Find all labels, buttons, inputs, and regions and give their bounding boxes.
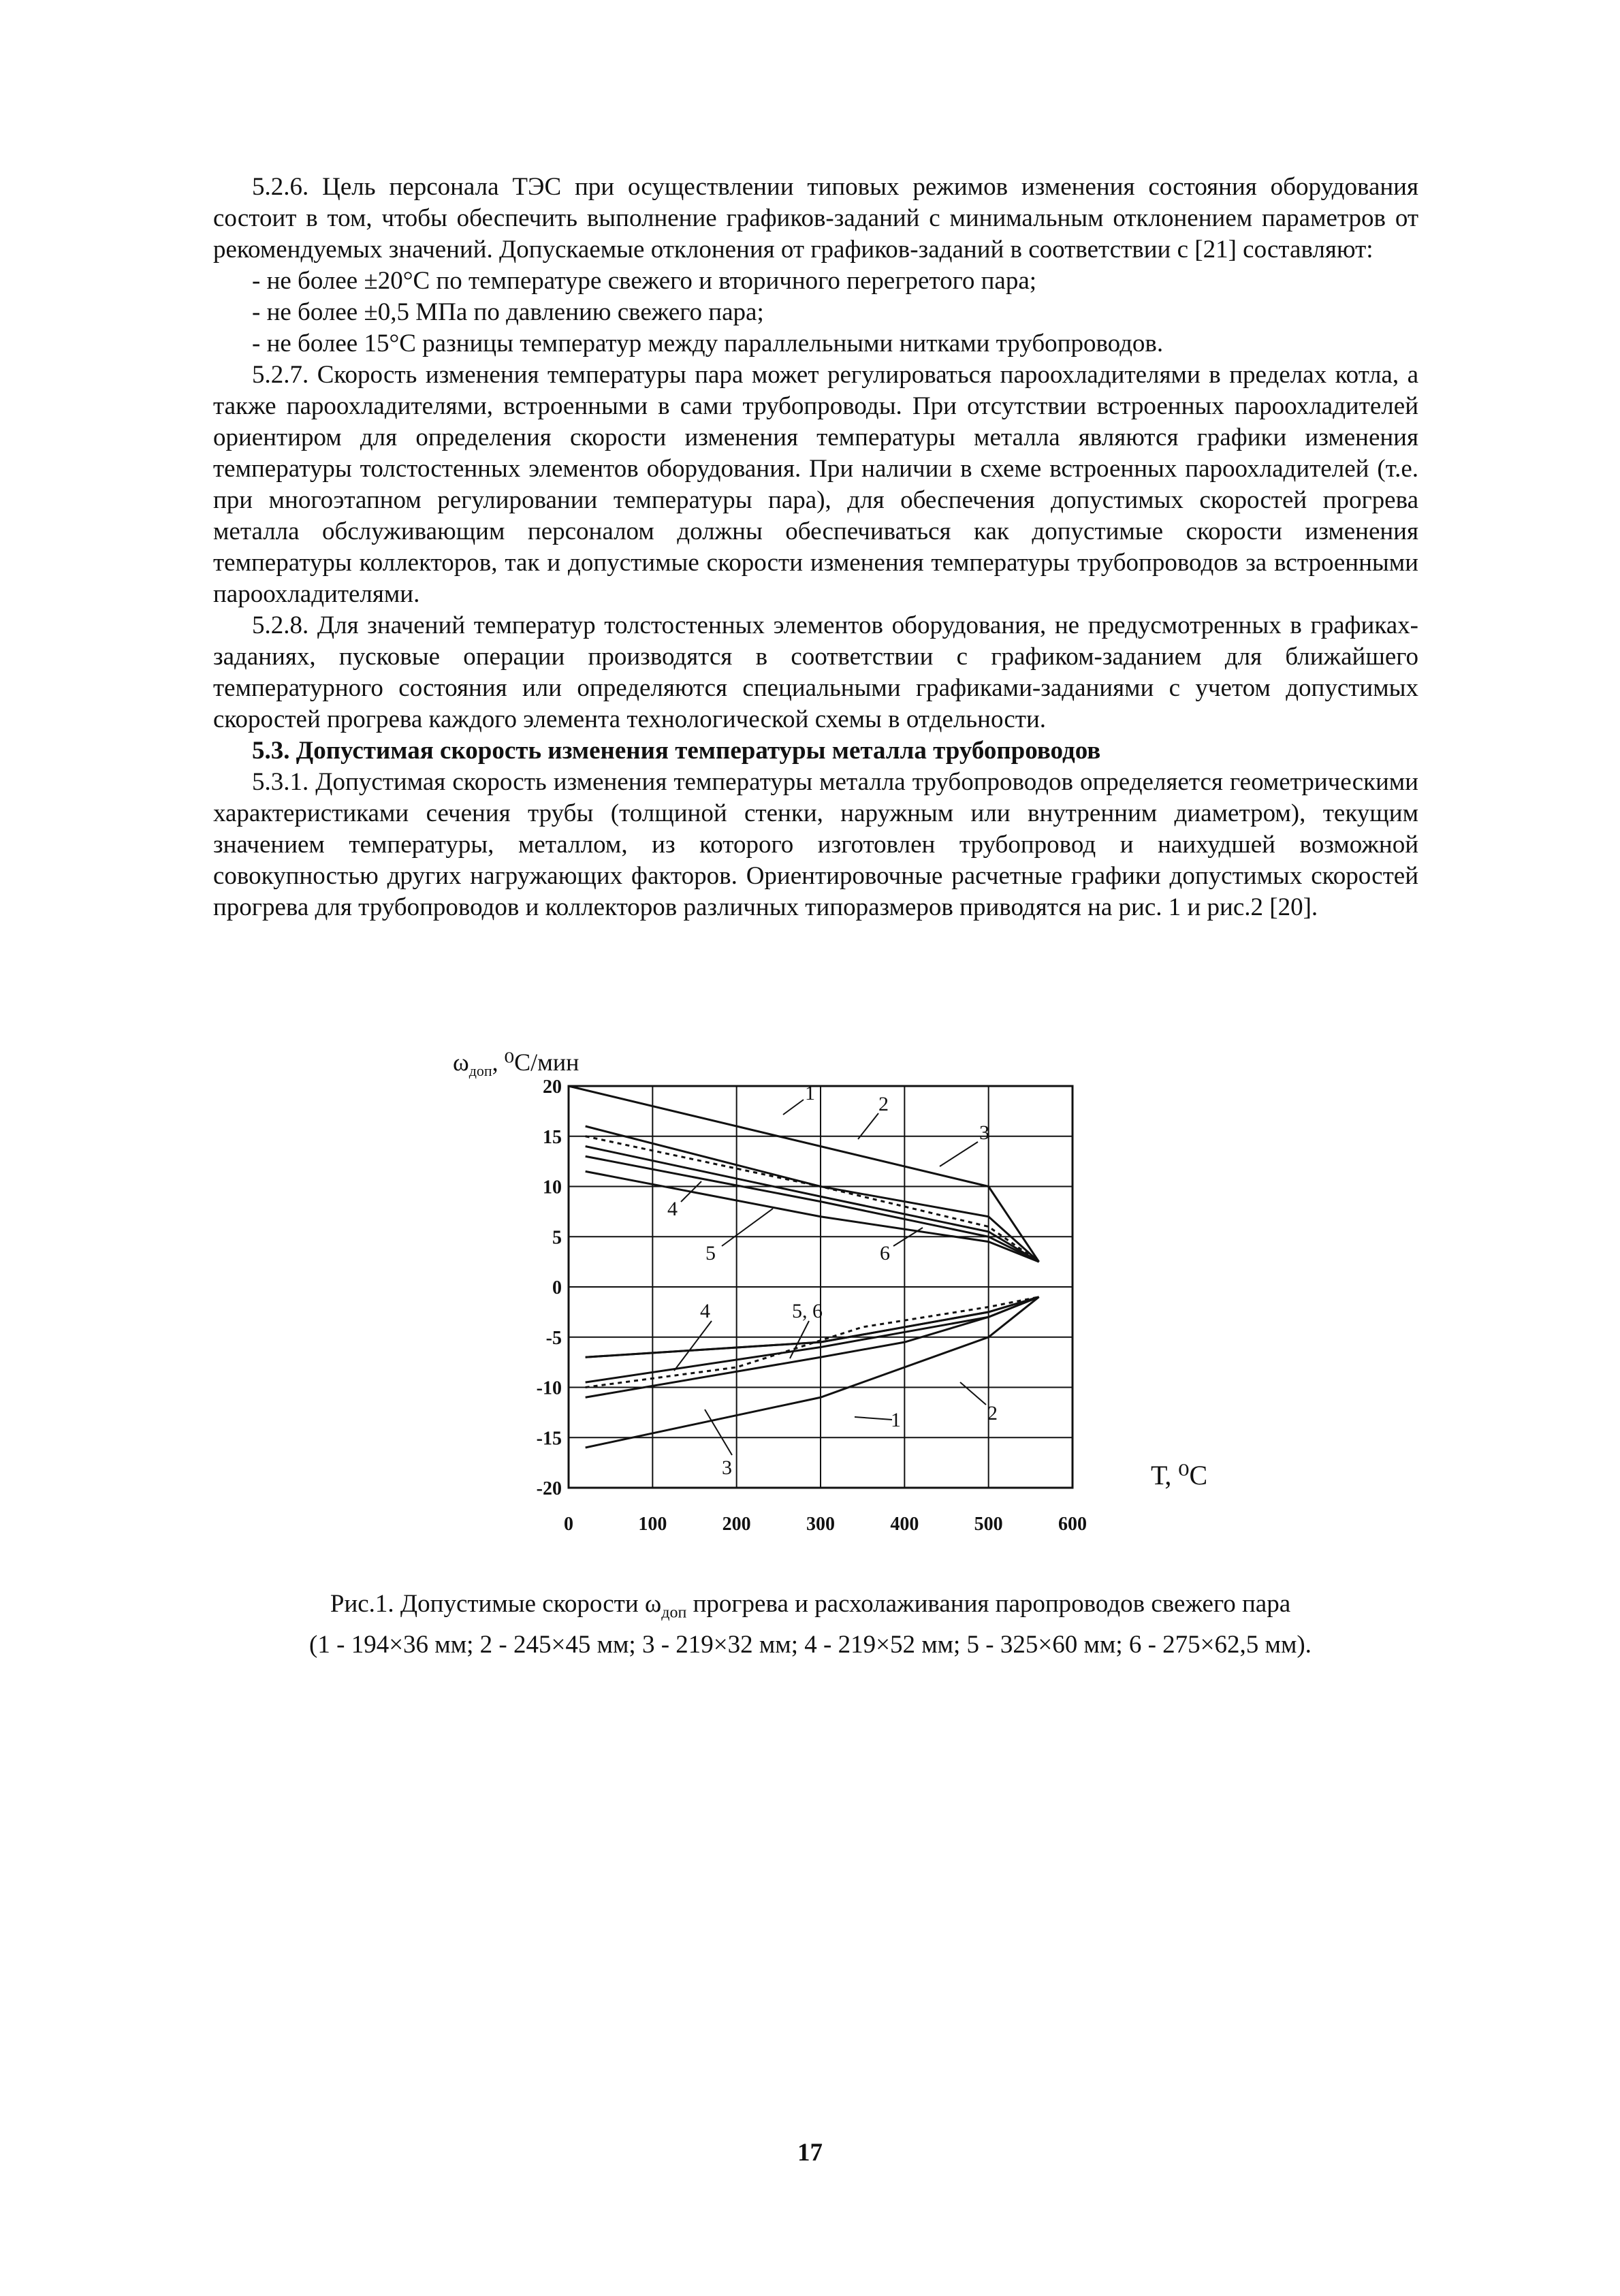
caption-line-2: (1 - 194×36 мм; 2 - 245×45 мм; 3 - 219×32 мм; 4 - 219×52 мм; 5 - 325×60 мм; 6 - 275×62,5 мм).: [309, 1631, 1312, 1659]
series-line-5: [586, 1156, 1039, 1262]
x-tick-label: 500: [974, 1514, 1003, 1535]
curve-label: 6: [880, 1242, 890, 1264]
x-tick-label: 100: [638, 1514, 667, 1535]
curve-label: 4: [700, 1300, 710, 1322]
x-tick-label: 200: [722, 1514, 751, 1535]
section-heading-5-3: 5.3. Допустимая скорость изменения температуры металла трубопроводов: [252, 737, 1101, 765]
list-item: - не более ±20°С по температуре свежего и вторичного перегретого пара;: [252, 267, 1037, 295]
list-item: - не более ±0,5 МПа по давлению свежего пара;: [252, 298, 764, 326]
curve-label: 1: [805, 1082, 815, 1104]
y-tick-label: -5: [545, 1327, 562, 1349]
curve-label: 2: [987, 1402, 998, 1424]
x-tick-label: 600: [1058, 1514, 1087, 1535]
figure-1: [436, 1038, 1239, 1563]
y-tick-label: 20: [543, 1077, 562, 1098]
paragraph-5-2-7: 5.2.7. Скорость изменения температуры пара может регулироваться пароохладителями в пределах котла, а также пароохладителями, встроенными в сами трубопроводы. При отсутствии встроенных пароохладителей ориентиром для определения скорости изменения температуры металла являются графики изменения температуры толстостенных элементов оборудования. При наличии в схеме встроенных пароохладителей (т.е. при многоэтапном регулировании температуры пара), для обеспечения допустимых скоростей прогрева металла обслуживающим персоналом должны обеспечиваться как допустимые скорости изменения температуры коллекторов, так и допустимые скорости изменения температуры трубопроводов за встроенными пароохладителями.: [213, 361, 1418, 608]
chart-series: [569, 1086, 1039, 1448]
paragraph-5-2-8: 5.2.8. Для значений температур толстостенных элементов оборудования, не предусмотренных в графиках-заданиях, пусковые операции производятся в соответствии с графиком-заданием для ближайшего температурного состояния или определяются специальными графиками-заданиями с учетом допустимых скоростей прогрева каждого элемента технологической схемы в отдельности.: [213, 611, 1418, 733]
curve-label: 2: [878, 1093, 889, 1115]
paragraph-5-2-6: 5.2.6. Цель персонала ТЭС при осуществлении типовых режимов изменения состояния оборудования состоит в том, чтобы обеспечить выполнение графиков-заданий с минимальным отклонением параметров от рекомендуемых значений. Допускаемые отклонения от графиков-заданий в соответствии с [21] составляют:: [213, 173, 1418, 264]
caption-line-1: Рис.1. Допустимые скорости $\omega_{доп}$ прогрева и расхолаживания паропроводов свежего пара: [330, 1590, 1291, 1622]
y-tick-label: 0: [552, 1277, 562, 1298]
x-tick-label: 0: [564, 1514, 573, 1535]
curve-label: 3: [722, 1456, 732, 1479]
y-tick-label: -15: [536, 1428, 562, 1450]
x-tick-label: 400: [890, 1514, 919, 1535]
paragraph-5-3-1: 5.3.1. Допустимая скорость изменения температуры металла трубопроводов определяется геометрическими характеристиками сечения трубы (толщиной стенки, наружным или внутренним диаметром), текущим значением температуры, металлом, из которого изготовлен трубопровод и наихудшей возможной совокупностью других нагружающих факторов. Ориентировочные расчетные графики допустимых скоростей прогрева для трубопроводов и коллекторов различных типоразмеров приводятся на рис. 1 и рис.2 [20].: [213, 768, 1418, 921]
list-item: - не более 15°С разницы температур между параллельными нитками трубопроводов.: [252, 330, 1164, 357]
x-axis-label: Т, ⁰С: [1151, 1460, 1208, 1490]
chart: [436, 1038, 1239, 1563]
y-tick-label: -20: [536, 1478, 562, 1499]
figure-caption: [225, 1588, 1396, 1661]
x-tick-label: 300: [806, 1514, 835, 1535]
leader-lines: [674, 1100, 986, 1455]
series-line-4: [586, 1147, 1039, 1262]
y-tick-label: 10: [543, 1177, 562, 1198]
curve-label: 1: [891, 1409, 901, 1431]
y-tick-label: 15: [543, 1126, 562, 1148]
page-number: 17: [797, 2139, 823, 2167]
y-tick-label: 5: [552, 1227, 562, 1249]
curve-label: 5, 6: [792, 1300, 823, 1322]
curve-label: 4: [667, 1198, 678, 1220]
curve-label: 3: [979, 1121, 989, 1144]
curve-label: 5: [705, 1242, 716, 1264]
y-tick-label: -10: [536, 1377, 562, 1399]
body-text: [213, 172, 1418, 923]
series-line-1: [569, 1086, 1039, 1262]
y-axis-label: $\omega_{доп}$, ⁰С/мин: [453, 1049, 579, 1079]
